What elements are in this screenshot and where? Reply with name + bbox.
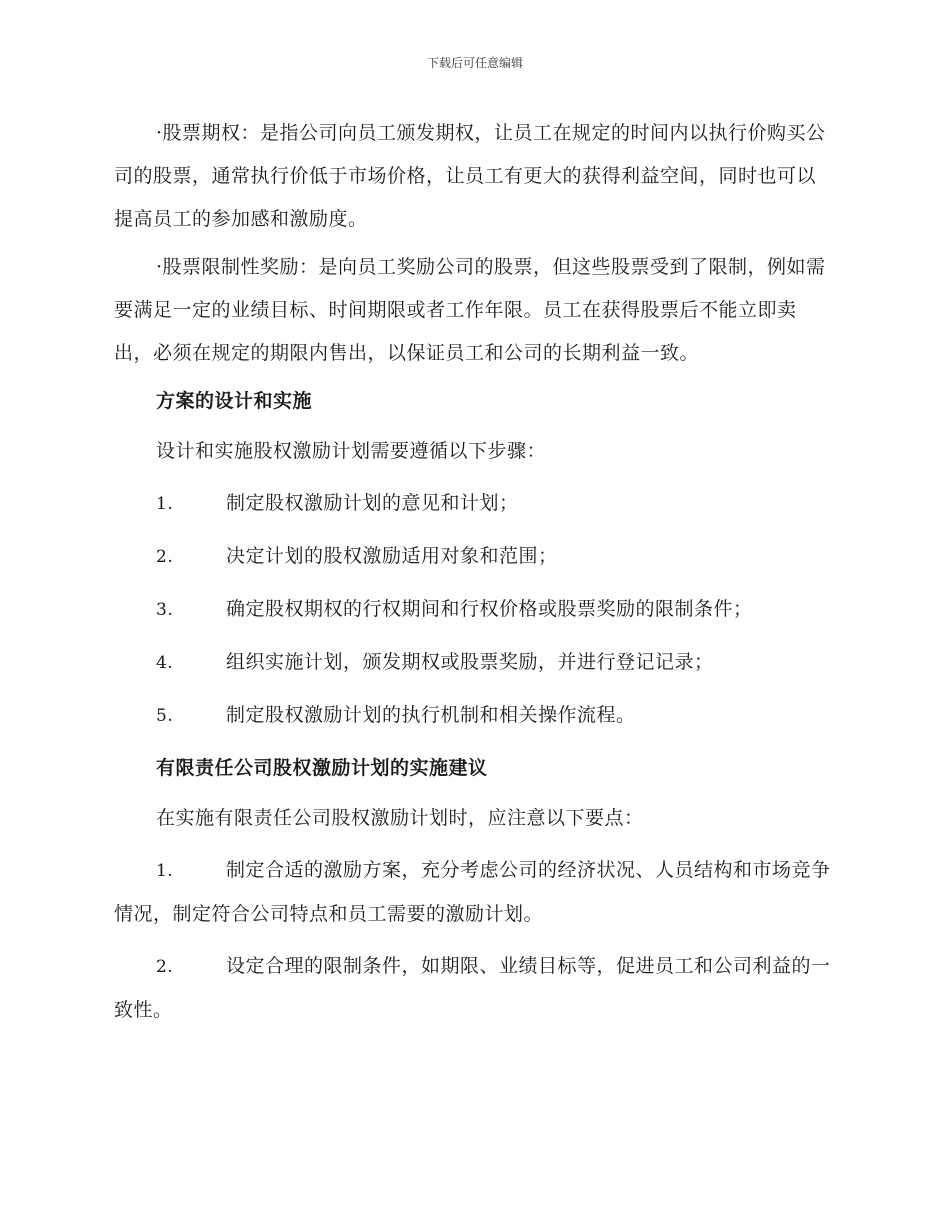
list-text: 制定股权激励计划的意见和计划；	[226, 492, 519, 514]
list-number: 1.	[156, 861, 174, 881]
intro-steps: 设计和实施股权激励计划需要遵循以下步骤：	[156, 440, 547, 462]
list-item	[114, 641, 834, 685]
paragraph-stock-options: ·股票期权：是指公司向员工颁发期权，让员工在规定的时间内以执行价购买公司的股票，通常执行价低于市场价格，让员工有更大的获得利益空间，同时也可以提高员工的参加感和激励度。	[114, 122, 826, 230]
list-text: 设定合理的限制条件，如期限、业绩目标等，促进员工和公司利益的一致性。	[114, 955, 831, 1021]
list-text: 组织实施计划，颁发期权或股票奖励，并进行登记记录；	[226, 651, 714, 673]
list-item	[114, 849, 834, 936]
document-body	[114, 112, 834, 1041]
list-item	[114, 535, 834, 579]
list-text: 制定合适的激励方案，充分考虑公司的经济状况、人员结构和市场竞争情况，制定符合公司特点和员工需要的激励计划。	[114, 859, 831, 925]
list-item	[114, 588, 834, 632]
list-number: 2.	[156, 547, 174, 567]
list-number: 4.	[156, 653, 174, 673]
list-number: 3.	[156, 600, 174, 620]
list-item	[114, 945, 834, 1032]
list-number: 2.	[156, 957, 174, 977]
intro-recommendations: 在实施有限责任公司股权激励计划时，应注意以下要点：	[156, 807, 644, 829]
list-number: 5.	[156, 706, 174, 726]
list-item	[114, 482, 834, 526]
section-heading-recommendations: 有限责任公司股权激励计划的实施建议	[156, 757, 488, 779]
list-number: 1.	[156, 494, 174, 514]
paragraph-restricted-stock: ·股票限制性奖励：是向员工奖励公司的股票，但这些股票受到了限制，例如需要满足一定的业绩目标、时间期限或者工作年限。员工在获得股票后不能立即卖出，必须在规定的期限内售出，以保证员工和公司的长期利益一致。	[114, 256, 826, 364]
section-heading-design: 方案的设计和实施	[156, 390, 313, 412]
list-text: 制定股权激励计划的执行机制和相关操作流程。	[226, 704, 636, 726]
list-text: 决定计划的股权激励适用对象和范围；	[226, 545, 558, 567]
page-header: 下载后可任意编辑	[426, 56, 523, 70]
list-item	[114, 694, 834, 738]
list-text: 确定股权期权的行权期间和行权价格或股票奖励的限制条件；	[226, 598, 753, 620]
